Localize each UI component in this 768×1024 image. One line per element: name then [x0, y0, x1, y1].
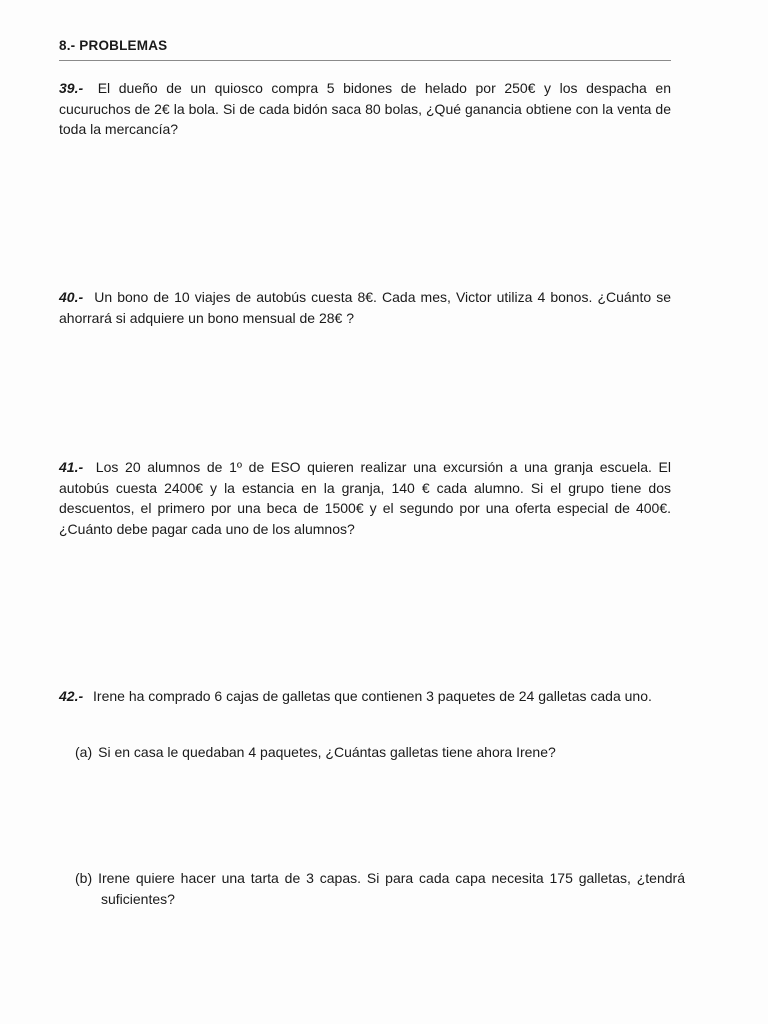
problem-42 [59, 686, 671, 707]
problem-text: Un bono de 10 viajes de autobús cuesta 8€. Cada mes, Victor utiliza 4 bonos. ¿Cuánto se ahorrará si adquiere un bono mensual de 28€ ? [59, 289, 671, 326]
problem-text: El dueño de un quiosco compra 5 bidones de helado por 250€ y los despacha en cucuruchos de 2€ la bola. Si de cada bidón saca 80 bolas, ¿Qué ganancia obtiene con la venta de toda la mercancía? [59, 80, 672, 138]
part-text: Irene quiere hacer una tarta de 3 capas. Si para cada capa necesita 175 galletas, ¿tendrá suficientes? [98, 870, 685, 907]
section-title: 8.- PROBLEMAS [59, 38, 168, 53]
problem-number: 41.- [59, 459, 84, 475]
problem-39 [59, 78, 671, 140]
problem-41 [59, 457, 671, 539]
part-label: (b) [75, 870, 93, 886]
problem-text: Irene ha comprado 6 cajas de galletas que contienen 3 paquetes de 24 galletas cada uno. [93, 688, 652, 704]
title-divider [59, 60, 671, 61]
part-label: (a) [75, 744, 93, 760]
problem-number: 42.- [59, 688, 84, 704]
problem-40 [59, 287, 671, 328]
problem-42-part-b [75, 868, 685, 909]
problem-number: 39.- [59, 80, 84, 96]
problem-42-part-a [75, 742, 675, 763]
part-text: Si en casa le quedaban 4 paquetes, ¿Cuántas galletas tiene ahora Irene? [98, 744, 556, 760]
problem-number: 40.- [59, 289, 84, 305]
problem-text: Los 20 alumnos de 1º de ESO quieren realizar una excursión a una granja escuela. El autobús cuesta 2400€ y la estancia en la granja, 140 € cada alumno. Si el grupo tiene dos descuentos, el primero por una beca de 1500€ y el segundo por una oferta especial de 400€. ¿Cuánto debe pagar cada uno de los alumnos? [59, 459, 671, 537]
